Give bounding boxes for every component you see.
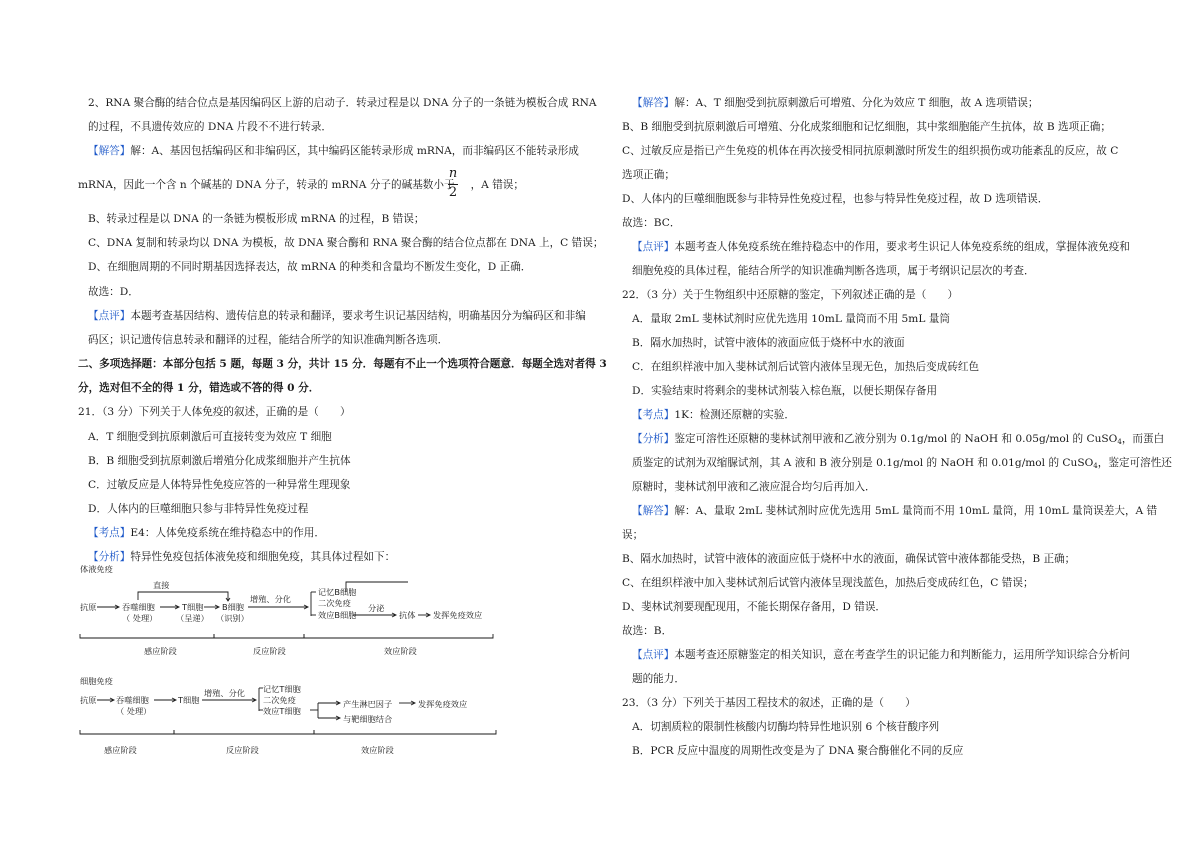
option-d: D．人体内的巨噬细胞只参与非特异性免疫过程 <box>88 503 309 515</box>
text-line: 故选：B． <box>622 625 673 637</box>
answer-tag: 【解答】 <box>88 145 131 157</box>
t-cell-label: T细胞 <box>178 695 200 705</box>
immune-effect-label: 发挥免疫效应 <box>433 610 483 620</box>
comment-tag: 【点评】 <box>632 649 675 661</box>
text-line: 细胞免疫的具体过程，能结合所学的知识准确判断各选项，属于考纲识记层次的考查． <box>632 265 1035 277</box>
fraction-denominator: 2 <box>448 185 458 200</box>
option-a: A．切割质粒的限制性核酸内切酶均特异性地识别 6 个核苷酸序列 <box>632 721 940 733</box>
text-line: C、DNA 复制和转录均以 DNA 为模板，故 DNA 聚合酶和 RNA 聚合酶的结合位点都在 DNA 上，C 错误； <box>88 237 604 249</box>
proliferate-label: 增殖、分化 <box>204 688 245 698</box>
text-line: B、隔水加热时，试管中液体的液面应低于烧杯中水的液面，确保试管中液体都能受热，B 正确； <box>622 553 1076 565</box>
text-line: 【点评】本题考查还原糖鉴定的相关知识，意在考查学生的识记能力和判断能力，运用所学知识综合分析问 <box>632 649 1130 661</box>
text-line: C、过敏反应是指已产生免疫的机体在再次接受相同抗原刺激时所发生的组织损伤或功能紊乱的反应，故 C <box>622 145 1119 157</box>
text-line: 选项正确； <box>622 169 675 181</box>
diagram-title: 体液免疫 <box>80 564 113 574</box>
process-label: （ 处理） <box>116 706 152 716</box>
t-cell-label: T细胞 <box>182 602 204 612</box>
question-title: 22．（3 分）关于生物组织中还原糖的鉴定，下列叙述正确的是（ ） <box>622 289 959 301</box>
text-line: 【解答】解：A、T 细胞受到抗原刺激后可增殖、分化为效应 T 细胞，故 A 选项错误； <box>632 97 1039 109</box>
option-a: A．T 细胞受到抗原刺激后可直接转变为效应 T 细胞 <box>88 431 332 443</box>
b-cell-label: B细胞 <box>222 602 244 612</box>
comment-tag: 【点评】 <box>88 310 131 322</box>
proliferate-label: 增殖、分化 <box>250 594 291 604</box>
text-line: 故选：D． <box>88 286 139 298</box>
section-heading: 二、多项选择题：本部分包括 5 题，每题 3 分，共计 15 分．每题有不止一个选项符合题意．每题全选对者得 3 <box>78 358 607 370</box>
text-line: 的过程，不具遗传效应的 DNA 片段不不进行转录． <box>88 121 333 133</box>
stage-label: 感应阶段 <box>104 745 137 755</box>
option-b: B．隔水加热时，试管中液体的液面应低于烧杯中水的液面 <box>632 337 905 349</box>
stage-label: 反应阶段 <box>253 646 286 656</box>
answer-tag: 【解答】 <box>632 505 675 517</box>
cellular-arrows <box>78 680 498 752</box>
text-line: 题的能力． <box>632 673 685 685</box>
antigen-label: 抗原 <box>80 695 97 705</box>
knowledge-tag: 【考点】 <box>88 527 131 539</box>
macrophage-label: 吞噬细胞 <box>116 695 149 705</box>
text-line: B、转录过程是以 DNA 的一条链为模板形成 mRNA 的过程，B 错误； <box>88 213 425 225</box>
antigen-label: 抗原 <box>80 602 97 612</box>
text-line: 【考点】E4：人体免疫系统在维持稳态中的作用． <box>88 527 325 539</box>
effector-t-label: 效应T细胞 <box>263 706 301 716</box>
memory-b-label: 记忆B细胞 <box>318 587 357 597</box>
text-line: B、B 细胞受到抗原刺激后可增殖、分化成浆细胞和记忆细胞，其中浆细胞能产生抗体，故 B 选项正确； <box>622 121 1111 133</box>
text-line: D、人体内的巨噬细胞既参与非特异性免疫过程，也参与特异性免疫过程，故 D 选项错误． <box>622 193 1049 205</box>
recognize-label: （识别） <box>216 613 249 623</box>
text-line: D、斐林试剂要现配现用，不能长期保存备用，D 错误． <box>622 601 887 613</box>
stage-label: 效应阶段 <box>384 646 417 656</box>
direct-label: 直接 <box>153 580 170 590</box>
humoral-arrows <box>78 570 498 650</box>
comment-tag: 【点评】 <box>632 241 675 253</box>
option-c: C．在组织样液中加入斐林试剂后试管内液体呈现无色，加热后变成砖红色 <box>632 361 980 373</box>
text-line: D、在细胞周期的不同时期基因选择表达，故 mRNA 的种类和含量均不断发生变化，D 正确． <box>88 261 532 273</box>
effector-b-label: 效应B细胞 <box>318 610 357 620</box>
analysis-tag: 【分析】 <box>88 551 131 563</box>
text-line: mRNA，因此一个含 n 个碱基的 DNA 分子，转录的 mRNA 分子的碱基数小于 ，A 错误； <box>78 179 524 191</box>
text-line: 【点评】本题考查基因结构、遗传信息的转录和翻译，要求考生识记基因结构，明确基因分为编码区和非编 <box>88 310 586 322</box>
secrete-label: 分泌 <box>368 603 385 613</box>
analysis-tag: 【分析】 <box>632 433 675 445</box>
text-line: 【分析】鉴定可溶性还原糖的斐林试剂甲液和乙液分别为 0.1g/mol 的 NaOH 和 0.05g/mol 的 CuSO$_4$，而蛋白 <box>632 433 1165 446</box>
lymphokine-label: 产生淋巴因子 <box>343 699 393 709</box>
question-title: 21．（3 分）下列关于人体免疫的叙述，正确的是（ ） <box>78 406 351 418</box>
immune-effect-label: 发挥免疫效应 <box>418 699 468 709</box>
text-line: 误； <box>622 529 644 541</box>
text-line: 码区；识记遗传信息转录和翻译的过程，能结合所学的知识准确判断各选项． <box>88 334 449 346</box>
secondary-immunity-label: 二次免疫 <box>263 695 296 705</box>
antibody-label: 抗体 <box>399 610 416 620</box>
answer-tag: 【解答】 <box>632 97 675 109</box>
stage-label: 效应阶段 <box>361 745 394 755</box>
stage-label: 感应阶段 <box>144 646 177 656</box>
process-label: （ 处理） <box>122 613 158 623</box>
text-line: 【解答】解：A、基因包括编码区和非编码区，其中编码区能转录形成 mRNA，而非编码区不能转录形成 <box>88 145 579 157</box>
text-line: 【分析】特异性免疫包括体液免疫和细胞免疫，其具体过程如下： <box>88 551 396 563</box>
text-line: C、在组织样液中加入斐林试剂后试管内液体呈现浅蓝色，加热后变成砖红色，C 错误； <box>622 577 1034 589</box>
text-line: 故选：BC． <box>622 217 681 229</box>
text-line: 质鉴定的试剂为双缩脲试剂，其 A 液和 B 液分别是 0.1g/mol 的 NaOH 和 0.01g/mol 的 CuSO$_4$，鉴定可溶性还 <box>632 457 1172 470</box>
stage-label: 反应阶段 <box>226 745 259 755</box>
text-line: 【考点】1K：检测还原糖的实验． <box>632 409 795 421</box>
option-d: D．实验结束时将剩余的斐林试剂装入棕色瓶，以便长期保存备用 <box>632 385 938 397</box>
target-cell-label: 与靶细胞结合 <box>343 714 393 724</box>
section-heading: 分，选对但不全的得 1 分，错选或不答的得 0 分． <box>78 382 320 394</box>
text-line: 2、RNA 聚合酶的结合位点是基因编码区上游的启动子．转录过程是以 DNA 分子的一条链为模板合成 RNA <box>88 97 597 109</box>
text-line: 【解答】解：A、量取 2mL 斐林试剂时应优先选用 5mL 量筒而不用 10mL 量筒，用 10mL 量筒误差大，A 错 <box>632 505 1158 517</box>
option-a: A．量取 2mL 斐林试剂时应优先选用 10mL 量筒而不用 5mL 量筒 <box>632 313 950 325</box>
option-b: B．B 细胞受到抗原刺激后增殖分化成浆细胞并产生抗体 <box>88 455 351 467</box>
present-label: （呈递） <box>176 613 209 623</box>
secondary-immunity-label: 二次免疫 <box>318 598 351 608</box>
text-line: 【点评】本题考查人体免疫系统在维持稳态中的作用，要求考生识记人体免疫系统的组成，掌握体液免疫和 <box>632 241 1130 253</box>
question-title: 23．（3 分）下列关于基因工程技术的叙述，正确的是（ ） <box>622 697 916 709</box>
fraction-numerator: n <box>448 166 458 181</box>
knowledge-tag: 【考点】 <box>632 409 675 421</box>
macrophage-label: 吞噬细胞 <box>122 602 155 612</box>
option-b: B．PCR 反应中温度的周期性改变是为了 DNA 聚合酶催化不同的反应 <box>632 745 964 757</box>
diagram-title: 细胞免疫 <box>80 676 113 686</box>
option-c: C．过敏反应是人体特异性免疫应答的一种异常生理现象 <box>88 479 351 491</box>
memory-t-label: 记忆T细胞 <box>263 684 301 694</box>
text-line: 原糖时，斐林试剂甲液和乙液应混合均匀后再加入． <box>632 481 876 493</box>
